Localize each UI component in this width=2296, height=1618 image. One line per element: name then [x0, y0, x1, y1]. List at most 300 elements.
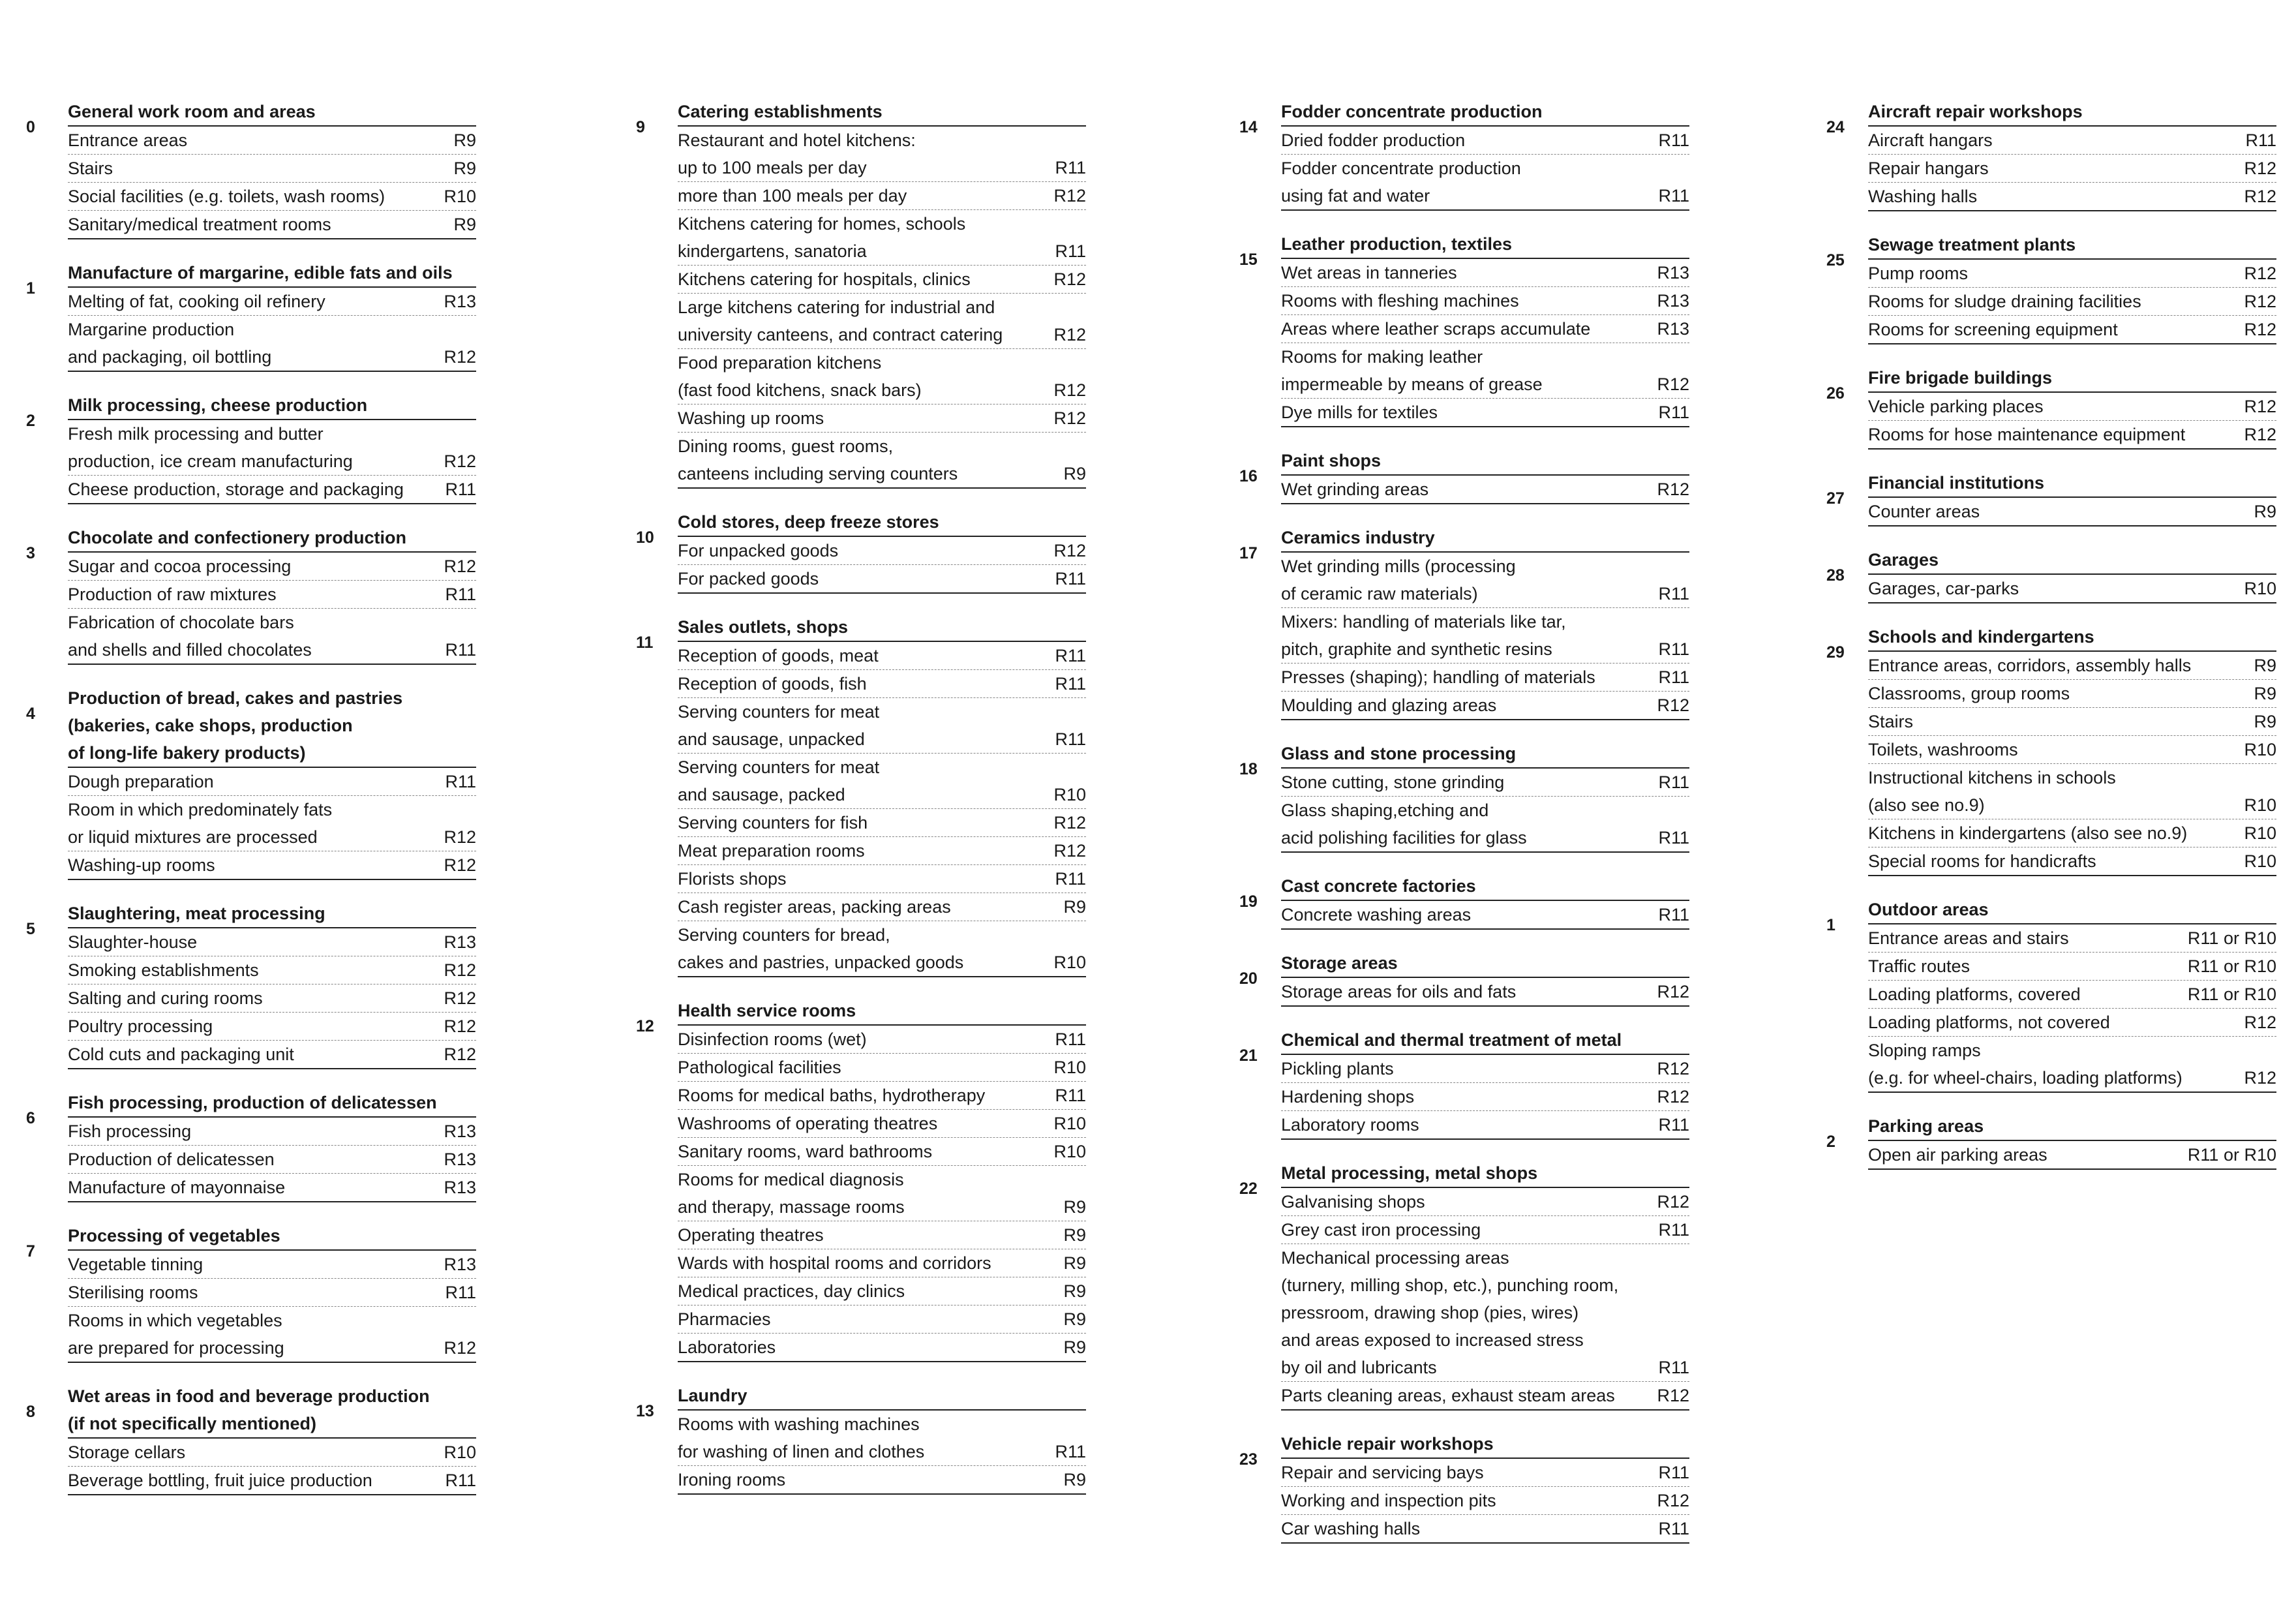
row-label: Serving counters for meat and sausage, unpacked: [678, 702, 880, 749]
row-rating: R12: [1053, 325, 1086, 344]
table-row: [1281, 1216, 1689, 1244]
table-row: [678, 1166, 1086, 1221]
section-title: Chocolate and confectionery production: [68, 524, 476, 553]
row-label: Florists shops: [678, 869, 787, 889]
table-row: [68, 609, 476, 665]
section-number: 24: [1826, 118, 1845, 136]
row-rating: R12: [1657, 982, 1689, 1001]
section-title: Milk processing, cheese production: [68, 391, 476, 420]
section-title: Chemical and thermal treatment of metal: [1281, 1026, 1689, 1055]
table-row: [1868, 680, 2276, 708]
section-title: Ceramics industry: [1281, 524, 1689, 553]
table-row: [68, 1307, 476, 1363]
table-row: [1281, 1515, 1689, 1544]
row-rating: R12: [1657, 1491, 1689, 1510]
row-label: Sloping ramps (e.g. for wheel-chairs, loading platforms): [1868, 1041, 2183, 1088]
table-row: [1868, 393, 2276, 421]
section-title: Fish processing, production of delicatessen: [68, 1089, 476, 1118]
table-row: [68, 1439, 476, 1467]
row-rating: R9: [1063, 1470, 1086, 1489]
row-label: Entrance areas, corridors, assembly halls: [1868, 656, 2192, 675]
row-rating: R9: [1063, 1281, 1086, 1301]
section-number: 4: [26, 705, 35, 723]
section-body: [1281, 1026, 1689, 1140]
section: [1826, 98, 2276, 211]
table-row: [678, 127, 1086, 182]
table-row: [1281, 1083, 1689, 1111]
section: [1239, 872, 1689, 930]
row-rating: R11: [1658, 1358, 1689, 1377]
table-row: [1868, 652, 2276, 680]
table-row: [678, 210, 1086, 266]
section: [1826, 469, 2276, 527]
row-rating: R9: [1063, 1309, 1086, 1329]
row-label: Moulding and glazing areas: [1281, 695, 1497, 715]
row-rating: R9: [453, 215, 476, 234]
row-rating: R12: [1657, 1087, 1689, 1107]
table-row: [68, 1174, 476, 1202]
table-row: [68, 1118, 476, 1146]
row-label: Repair and servicing bays: [1281, 1463, 1484, 1482]
table-row: [68, 1467, 476, 1495]
section-body: [1281, 872, 1689, 930]
row-label: Parts cleaning areas, exhaust steam areas: [1281, 1386, 1615, 1405]
row-rating: R12: [2244, 1068, 2276, 1088]
row-rating: R11: [1658, 905, 1689, 924]
section: [1826, 623, 2276, 876]
table-row: [68, 581, 476, 609]
row-label: Dye mills for textiles: [1281, 403, 1438, 422]
table-row: [1281, 1382, 1689, 1411]
section-number: 20: [1239, 969, 1258, 988]
row-label: Pathological facilities: [678, 1058, 841, 1077]
table-row: [1868, 736, 2276, 764]
row-label: Pump rooms: [1868, 264, 1969, 283]
row-rating: R11 or R10: [2187, 956, 2276, 976]
row-label: Large kitchens catering for industrial and university canteens, and contract catering: [678, 298, 1003, 344]
section-title: Wet areas in food and beverage production (if not specifically mentioned): [68, 1382, 476, 1439]
table-row: [1281, 553, 1689, 608]
table-row: [678, 565, 1086, 594]
row-label: Washing-up rooms: [68, 855, 215, 875]
section-number: 8: [26, 1403, 35, 1421]
table-row: [678, 182, 1086, 210]
row-rating: R11: [1658, 1519, 1689, 1538]
table-row: [678, 404, 1086, 433]
row-label: Salting and curing rooms: [68, 988, 263, 1008]
row-label: Entrance areas: [68, 130, 188, 150]
row-rating: R11: [1055, 569, 1086, 588]
section-body: [68, 391, 476, 504]
table-row: [1868, 708, 2276, 736]
section: [1826, 896, 2276, 1093]
table-row: [1281, 1459, 1689, 1487]
section-number: 1: [26, 279, 35, 298]
table-row: [68, 1041, 476, 1069]
row-rating: R9: [453, 159, 476, 178]
section-body: [1281, 524, 1689, 720]
table-row: [1868, 155, 2276, 183]
row-rating: R12: [444, 855, 476, 875]
table-row: [68, 928, 476, 956]
section-body: [1868, 98, 2276, 211]
row-rating: R13: [1657, 319, 1689, 339]
table-row: [1868, 575, 2276, 603]
table-row: [678, 1054, 1086, 1082]
section-title: Parking areas: [1868, 1112, 2276, 1141]
table-row: [678, 1249, 1086, 1277]
table-row: [678, 349, 1086, 404]
table-row: [68, 768, 476, 796]
section-body: [1281, 447, 1689, 504]
row-label: Stairs: [1868, 712, 1914, 731]
table-row: [68, 288, 476, 316]
table-row: [678, 670, 1086, 698]
table-row: [68, 1146, 476, 1174]
table-row: [1868, 981, 2276, 1009]
table-row: [68, 1279, 476, 1307]
table-row: [1868, 127, 2276, 155]
row-label: Restaurant and hotel kitchens: up to 100 meals per day: [678, 130, 916, 177]
row-label: Pharmacies: [678, 1309, 771, 1329]
section-number: 0: [26, 118, 35, 136]
section-number: 2: [26, 412, 35, 430]
row-label: Vegetable tinning: [68, 1255, 204, 1274]
row-label: Working and inspection pits: [1281, 1491, 1496, 1510]
row-rating: R12: [1657, 1192, 1689, 1212]
row-rating: R11: [2245, 130, 2276, 150]
section-body: [1868, 546, 2276, 603]
table-row: [68, 155, 476, 183]
row-rating: R12: [444, 451, 476, 471]
row-label: Dried fodder production: [1281, 130, 1466, 150]
table-row: [68, 211, 476, 239]
row-rating: R11 or R10: [2187, 985, 2276, 1004]
table-row: [1868, 924, 2276, 953]
row-rating: R12: [1053, 813, 1086, 832]
section-body: [68, 684, 476, 880]
row-label: Social facilities (e.g. toilets, wash rooms): [68, 187, 385, 206]
row-label: Classrooms, group rooms: [1868, 684, 2070, 703]
row-label: Wet grinding mills (processing of ceramic raw materials): [1281, 557, 1516, 603]
section-title: Fire brigade buildings: [1868, 364, 2276, 393]
row-label: Poultry processing: [68, 1016, 213, 1036]
row-label: Presses (shaping); handling of materials: [1281, 667, 1595, 687]
row-rating: R13: [444, 1150, 476, 1169]
row-label: Special rooms for handicrafts: [1868, 851, 2096, 871]
row-label: Margarine production and packaging, oil bottling: [68, 320, 272, 367]
row-label: Fabrication of chocolate bars and shells and filled chocolates: [68, 613, 312, 660]
row-label: Washrooms of operating theatres: [678, 1114, 938, 1133]
section: [26, 1222, 476, 1363]
row-rating: R12: [1053, 380, 1086, 400]
section-number: 27: [1826, 489, 1845, 508]
section-body: [678, 508, 1086, 594]
row-label: Galvanising shops: [1281, 1192, 1425, 1212]
section-number: 28: [1826, 566, 1845, 585]
row-label: Concrete washing areas: [1281, 905, 1472, 924]
section-number: 15: [1239, 251, 1258, 269]
row-rating: R11: [1658, 1220, 1689, 1240]
section-body: [1281, 1430, 1689, 1544]
section-number: 21: [1239, 1046, 1258, 1065]
table-row: [678, 809, 1086, 837]
row-label: Medical practices, day clinics: [678, 1281, 905, 1301]
row-rating: R11: [1055, 1442, 1086, 1461]
row-rating: R11: [1055, 158, 1086, 177]
table-row: [1868, 847, 2276, 876]
row-label: Washing halls: [1868, 187, 1978, 206]
section: [26, 1382, 476, 1495]
row-label: Melting of fat, cooking oil refinery: [68, 292, 325, 311]
row-rating: R12: [2244, 187, 2276, 206]
table-row: [1281, 127, 1689, 155]
row-label: Smoking establishments: [68, 960, 259, 980]
table-row: [68, 316, 476, 372]
table-row: [678, 1305, 1086, 1334]
row-rating: R11: [1055, 646, 1086, 665]
row-label: Instructional kitchens in schools (also see no.9): [1868, 768, 2116, 815]
row-label: Car washing halls: [1281, 1519, 1421, 1538]
row-rating: R10: [1053, 1142, 1086, 1161]
section: [1239, 740, 1689, 853]
row-rating: R12: [444, 1338, 476, 1358]
row-label: Entrance areas and stairs: [1868, 928, 2069, 948]
section-number: 18: [1239, 760, 1258, 778]
section-title: Health service rooms: [678, 997, 1086, 1026]
section-body: [1281, 98, 1689, 211]
section: [26, 391, 476, 504]
row-rating: R10: [2244, 579, 2276, 598]
section-body: [68, 98, 476, 239]
row-rating: R11 or R10: [2187, 928, 2276, 948]
row-label: Garages, car-parks: [1868, 579, 2019, 598]
section-body: [678, 98, 1086, 489]
section-body: [68, 524, 476, 665]
row-rating: R10: [2244, 795, 2276, 815]
row-rating: R11: [1658, 667, 1689, 687]
row-rating: R11: [1658, 639, 1689, 659]
table-row: [678, 537, 1086, 565]
table-row: [1281, 287, 1689, 315]
table-row: [678, 433, 1086, 489]
row-rating: R10: [1053, 953, 1086, 972]
row-rating: R9: [2254, 712, 2276, 731]
table-row: [678, 698, 1086, 754]
section-number: 14: [1239, 118, 1258, 136]
section-title: Glass and stone processing: [1281, 740, 1689, 769]
row-rating: R12: [1657, 480, 1689, 499]
row-label: Kitchens in kindergartens (also see no.9): [1868, 823, 2188, 843]
table-row: [1868, 1009, 2276, 1037]
table-row: [678, 921, 1086, 977]
section-title: Cast concrete factories: [1281, 872, 1689, 901]
section: [1239, 949, 1689, 1007]
table-row: [1868, 260, 2276, 288]
section: [1239, 1159, 1689, 1411]
table-row: [68, 796, 476, 851]
section-number: 6: [26, 1109, 35, 1127]
row-label: Fresh milk processing and butter production, ice cream manufacturing: [68, 424, 353, 471]
row-label: Kitchens catering for hospitals, clinics: [678, 269, 971, 289]
row-rating: R9: [1063, 1225, 1086, 1245]
row-label: Ironing rooms: [678, 1470, 786, 1489]
row-label: Rooms with washing machines for washing of linen and clothes: [678, 1414, 925, 1461]
section: [26, 684, 476, 880]
row-label: Sugar and cocoa processing: [68, 557, 292, 576]
section-number: 13: [636, 1402, 654, 1420]
row-label: Sanitary/medical treatment rooms: [68, 215, 331, 234]
table-row: [68, 553, 476, 581]
table-row: [1868, 498, 2276, 527]
table-row: [678, 266, 1086, 294]
row-rating: R9: [453, 130, 476, 150]
section-title: Financial institutions: [1868, 469, 2276, 498]
row-rating: R12: [1053, 841, 1086, 861]
section-body: [678, 1382, 1086, 1495]
row-rating: R12: [444, 988, 476, 1008]
row-label: Kitchens catering for homes, schools kindergartens, sanatoria: [678, 214, 966, 261]
section-number: 2: [1826, 1133, 1835, 1151]
row-label: Serving counters for fish: [678, 813, 868, 832]
row-rating: R12: [2244, 264, 2276, 283]
section: [1239, 230, 1689, 427]
row-rating: R12: [1657, 1059, 1689, 1078]
section-body: [1868, 623, 2276, 876]
section: [636, 613, 1086, 977]
table-row: [1868, 819, 2276, 847]
table-row: [1868, 288, 2276, 316]
row-rating: R11: [445, 1471, 476, 1490]
row-rating: R11: [1658, 403, 1689, 422]
section-number: 16: [1239, 467, 1258, 485]
table-row: [678, 754, 1086, 809]
row-label: Grey cast iron processing: [1281, 1220, 1481, 1240]
row-label: Counter areas: [1868, 502, 1980, 521]
row-rating: R11: [1055, 729, 1086, 749]
section-number: 12: [636, 1017, 654, 1035]
table-row: [678, 1411, 1086, 1466]
section-number: 1: [1826, 916, 1835, 934]
row-rating: R10: [2244, 823, 2276, 843]
row-label: Rooms for hose maintenance equipment: [1868, 425, 2186, 444]
row-rating: R12: [1053, 186, 1086, 206]
row-label: Cash register areas, packing areas: [678, 897, 951, 917]
section-title: Laundry: [678, 1382, 1086, 1411]
row-rating: R9: [2254, 502, 2276, 521]
section: [1826, 1112, 2276, 1170]
section: [1826, 364, 2276, 450]
row-label: Operating theatres: [678, 1225, 824, 1245]
row-label: Aircraft hangars: [1868, 130, 1993, 150]
row-label: Rooms for medical baths, hydrotherapy: [678, 1086, 986, 1105]
section-body: [68, 1089, 476, 1202]
section: [26, 524, 476, 665]
section-number: 17: [1239, 544, 1258, 562]
row-label: Sanitary rooms, ward bathrooms: [678, 1142, 933, 1161]
row-rating: R12: [444, 557, 476, 576]
row-label: Wet areas in tanneries: [1281, 263, 1457, 282]
section-title: Vehicle repair workshops: [1281, 1430, 1689, 1459]
column-0: [26, 98, 476, 1515]
table-row: [1281, 259, 1689, 287]
section-number: 9: [636, 118, 645, 136]
row-rating: R11: [1658, 186, 1689, 206]
row-rating: R10: [444, 1442, 476, 1462]
row-rating: R9: [1063, 1253, 1086, 1273]
row-rating: R9: [1063, 1197, 1086, 1217]
section-title: Sales outlets, shops: [678, 613, 1086, 642]
column-2: [1239, 98, 1689, 1563]
row-label: Rooms with fleshing machines: [1281, 291, 1519, 311]
section: [1239, 447, 1689, 504]
section-body: [1868, 364, 2276, 450]
row-rating: R13: [444, 292, 476, 311]
row-label: Serving counters for bread, cakes and pastries, unpacked goods: [678, 925, 964, 972]
section-title: Metal processing, metal shops: [1281, 1159, 1689, 1188]
row-label: Production of delicatessen: [68, 1150, 275, 1169]
row-rating: R11: [1055, 241, 1086, 261]
table-row: [678, 1221, 1086, 1249]
table-row: [678, 1466, 1086, 1495]
row-rating: R11: [445, 480, 476, 499]
row-label: Dining rooms, guest rooms, canteens including serving counters: [678, 436, 958, 483]
row-label: For unpacked goods: [678, 541, 839, 560]
section-title: Fodder concentrate production: [1281, 98, 1689, 127]
row-label: Reception of goods, meat: [678, 646, 879, 665]
row-label: Manufacture of mayonnaise: [68, 1178, 286, 1197]
section-body: [68, 1382, 476, 1495]
row-label: Rooms in which vegetables are prepared for processing: [68, 1311, 284, 1358]
row-rating: R11: [445, 772, 476, 791]
section: [1239, 1026, 1689, 1140]
table-row: [1281, 1111, 1689, 1140]
table-row: [1281, 476, 1689, 504]
section-number: 25: [1826, 251, 1845, 269]
section: [26, 900, 476, 1069]
row-label: Traffic routes: [1868, 956, 1971, 976]
section-title: Storage areas: [1281, 949, 1689, 978]
table-row: [1868, 183, 2276, 211]
row-rating: R11: [1658, 1115, 1689, 1135]
row-label: Sterilising rooms: [68, 1283, 198, 1302]
section: [636, 1382, 1086, 1495]
row-rating: R13: [1657, 263, 1689, 282]
table-row: [678, 294, 1086, 349]
row-label: Mechanical processing areas (turnery, milling shop, etc.), punching room, pressroom, drawing shop (pies, wires) and areas exposed to increased stress by oil and lubricants: [1281, 1248, 1619, 1377]
table-row: [68, 1251, 476, 1279]
section-number: 29: [1826, 643, 1845, 662]
section-number: 7: [26, 1242, 35, 1260]
row-rating: R12: [2244, 292, 2276, 311]
table-row: [1281, 315, 1689, 343]
table-row: [1868, 953, 2276, 981]
table-row: [1868, 764, 2276, 819]
section-body: [678, 613, 1086, 977]
table-row: [1281, 769, 1689, 797]
row-label: Areas where leather scraps accumulate: [1281, 319, 1591, 339]
section-body: [1281, 230, 1689, 427]
table-row: [68, 1013, 476, 1041]
row-rating: R10: [1053, 1114, 1086, 1133]
table-row: [1868, 1037, 2276, 1093]
table-row: [68, 476, 476, 504]
section-body: [1281, 1159, 1689, 1411]
table-row: [678, 1277, 1086, 1305]
row-label: For packed goods: [678, 569, 819, 588]
row-rating: R12: [1053, 408, 1086, 428]
row-rating: R12: [2244, 1013, 2276, 1032]
